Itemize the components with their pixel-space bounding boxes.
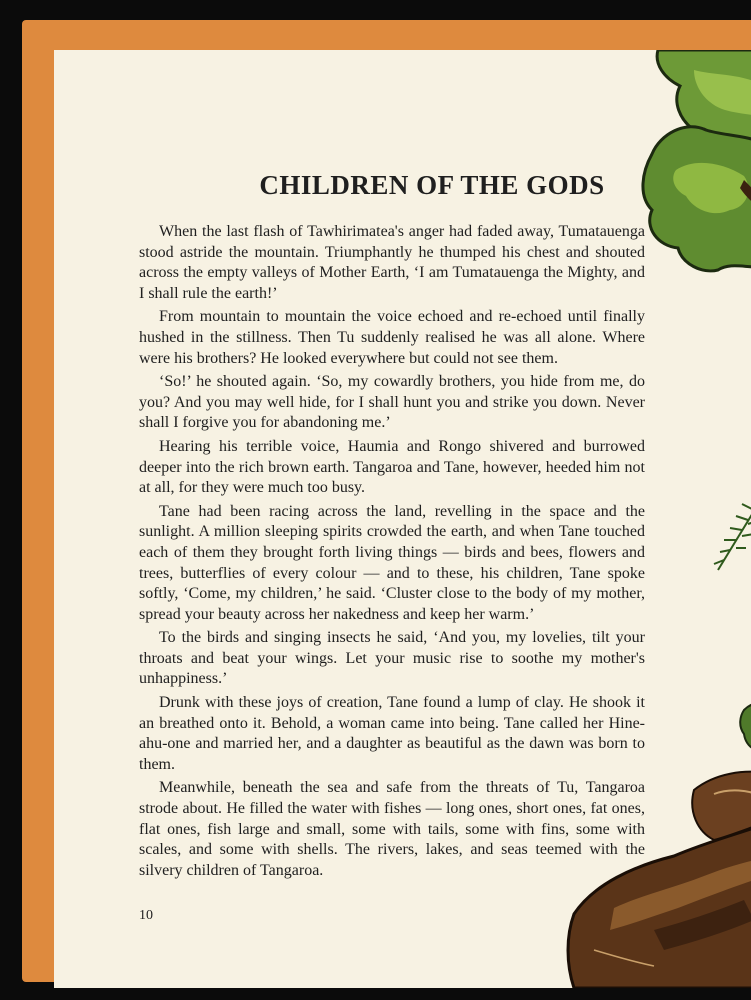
paragraph: ‘So!’ he shouted again. ‘So, my cowardly brothers, you hide from me, do you? And you may well hide, for I shall hunt you and strike you down. Never shall I forgive you for abandoning me.’ (139, 373, 645, 432)
paragraph: From mountain to mountain the voice echoed and re-echoed until finally hushed in the stillness. Then Tu suddenly realised he was all alone. Where were his brothers? He looked everywhere but could not see them. (139, 308, 645, 367)
paragraph: Drunk with these joys of creation, Tane found a lump of clay. He shook it an breathed onto it. Behold, a woman came into being. Tane called her Hine-ahu-one and married her, and a daughter as beautiful as the dawn was born to them. (139, 694, 645, 773)
paragraph: Meanwhile, beneath the sea and safe from the threats of Tu, Tangaroa strode about. He filled the water with fishes — long ones, short ones, fat ones, flat ones, fish large and small, some with tails, some with fins, some with scales, and some with shells. The rivers, lakes, and seas teemed with the silvery children of Tangaroa. (139, 779, 645, 879)
paragraph: When the last flash of Tawhirimatea's anger had faded away, Tumatauenga stood astride the mountain. Triumphantly he thumped his chest and shouted across the empty valleys of Mother Earth, ‘I am Tumatauenga the Mighty, and I shall rule the earth!’ (139, 223, 645, 302)
paragraph: Hearing his terrible voice, Haumia and Rongo shivered and burrowed deeper into the rich brown earth. Tangaroa and Tane, however, heeded him not at all, for they were much too busy. (139, 437, 645, 497)
story-text (139, 222, 645, 884)
book-cover (22, 20, 751, 982)
paragraph: Tane had been racing across the land, revelling in the space and the sunlight. A million sleeping spirits crowded the earth, and when Tane touched each of them they brought forth living things — birds and bees, flowers and trees, butterflies of every colour — and to these, his children, Tane spoke softly, ‘Come, my children,’ he said. ‘Cluster close to the body of my mother, spread your beauty across her nakedness and keep her warm.’ (139, 502, 645, 623)
page-number: 10 (139, 908, 153, 923)
page-title: CHILDREN OF THE GODS (259, 170, 605, 200)
book-page (54, 50, 751, 988)
paragraph: To the birds and singing insects he said, ‘And you, my lovelies, tilt your throats and beat your wings. Let your music rise to soothe my mother's unhappiness.’ (139, 629, 645, 688)
